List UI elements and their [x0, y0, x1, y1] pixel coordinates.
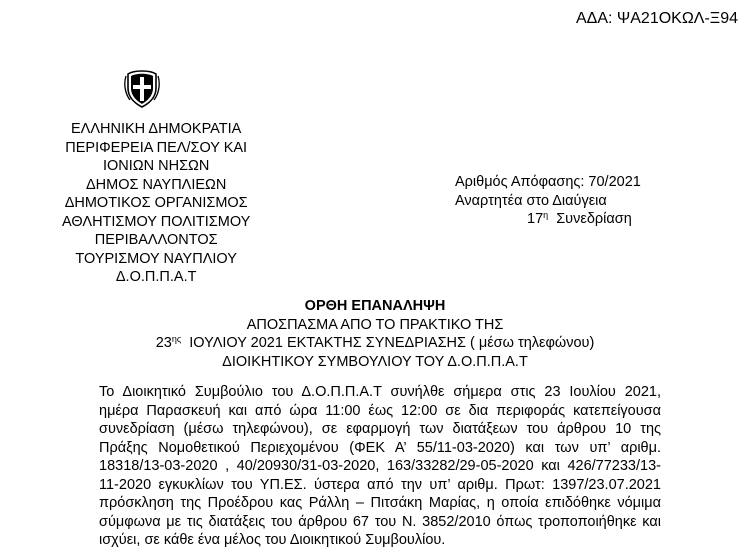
body-paragraph	[99, 383, 661, 550]
session-line	[455, 210, 641, 229]
body-line: πρόσκληση της Προέδρου κας Ράλλη – Πιτσάκη Μαρίας, η οποία επιδόθηκε νόμιμα	[99, 495, 661, 511]
issuer-line: Δ.Ο.Π.Π.Α.Τ	[115, 269, 197, 285]
ada-code: ΑΔΑ: ΨΑ21ΟΚΩΛ-Ξ94	[575, 10, 738, 27]
body-line: 11-2020 εγκυκλίων του ΥΠ.ΕΣ. ύστερα από την υπ’ αριθμ. Πρωτ: 1397/23.07.2021	[99, 476, 661, 493]
title-meeting	[0, 334, 750, 353]
title-correction: ΟΡΘΗ ΕΠΑΝΑΛΗΨΗ	[304, 298, 446, 314]
session-word: Συνεδρίαση	[556, 211, 632, 227]
body-line: 18318/13-03-2020 , 40/20930/31-03-2020, 163/33282/29-05-2020 και 426/77233/13-	[99, 458, 661, 474]
issuer-line: ΠΕΡΙΒΑΛΛΟΝΤΟΣ	[94, 232, 218, 248]
issuer-line: ΔΗΜΟΤΙΚΟΣ ΟΡΓΑΝΙΣΜΟΣ	[64, 195, 248, 211]
body-line: ισχύει, σε κάθε ένα μέλος του Διοικητικού Συμβουλίου.	[99, 532, 446, 548]
issuer-line: ΠΕΡΙΦΕΡΕΙΑ ΠΕΛ/ΣΟΥ ΚΑΙ	[65, 139, 248, 156]
greek-coat-of-arms-emblem	[124, 66, 160, 108]
body-line: Πράξης Νομοθετικού Περιεχομένου (ΦΕΚ Α’ 55/11-03-2020) και των υπ’ αριθμ.	[99, 439, 661, 456]
session-ordinal: η	[543, 210, 549, 220]
posted-note: Αναρτητέα στο Διαύγεια	[455, 192, 607, 209]
title-board: ΔΙΟΙΚΗΤΙΚΟΥ ΣΥΜΒΟΥΛΙΟΥ ΤΟΥ Δ.Ο.Π.Π.Α.Τ	[222, 353, 528, 370]
title-extract: ΑΠΟΣΠΑΣΜΑ ΑΠΟ ΤΟ ΠΡΑΚΤΙΚΟ ΤΗΣ	[246, 316, 504, 333]
issuer-line: ΔΗΜΟΣ ΝΑΥΠΛΙΕΩΝ	[85, 176, 227, 193]
meeting-desc: ΙΟΥΛΙΟΥ 2021 ΕΚΤΑΚΤΗΣ ΣΥΝΕΔΡΙΑΣΗΣ ( μέσω τηλεφώνου)	[189, 335, 595, 351]
body-line: σύμφωνα με τις διατάξεις του άρθρου 67 του Ν. 3852/2010 όπως τροποποιήθηκε και	[99, 513, 661, 530]
meeting-day: 23	[155, 335, 172, 351]
body-line: Το Διοικητικό Συμβούλιο του Δ.Ο.Π.Π.Α.Τ συνήλθε σήμερα στις 23 Ιουλίου 2021,	[99, 384, 661, 400]
decision-number: Αριθμός Απόφασης: 70/2021	[455, 174, 641, 190]
issuer-line: ΙΟΝΙΩΝ ΝΗΣΩΝ	[102, 158, 210, 174]
issuer-header	[62, 120, 250, 287]
meeting-ordinal: ης	[171, 334, 182, 344]
issuer-line: ΕΛΛΗΝΙΚΗ ΔΗΜΟΚΡΑΤΙΑ	[71, 121, 242, 137]
issuer-line: ΤΟΥΡΙΣΜΟΥ ΝΑΥΠΛΙΟΥ	[75, 250, 237, 267]
decision-info	[455, 173, 641, 229]
body-line: συνεδρίαση (μέσω τηλεφώνου), σε εφαρμογή των διατάξεων του άρθρου 10 της	[99, 421, 661, 437]
session-number: 17	[527, 211, 544, 227]
issuer-line: ΑΘΛΗΤΙΣΜΟΥ ΠΟΛΙΤΙΣΜΟΥ	[62, 213, 251, 230]
body-line: ημέρα Παρασκευή και από ώρα 11:00 έως 12:00 σε δια περιφοράς κατεπείγουσα	[99, 402, 661, 419]
document-title	[0, 297, 750, 371]
